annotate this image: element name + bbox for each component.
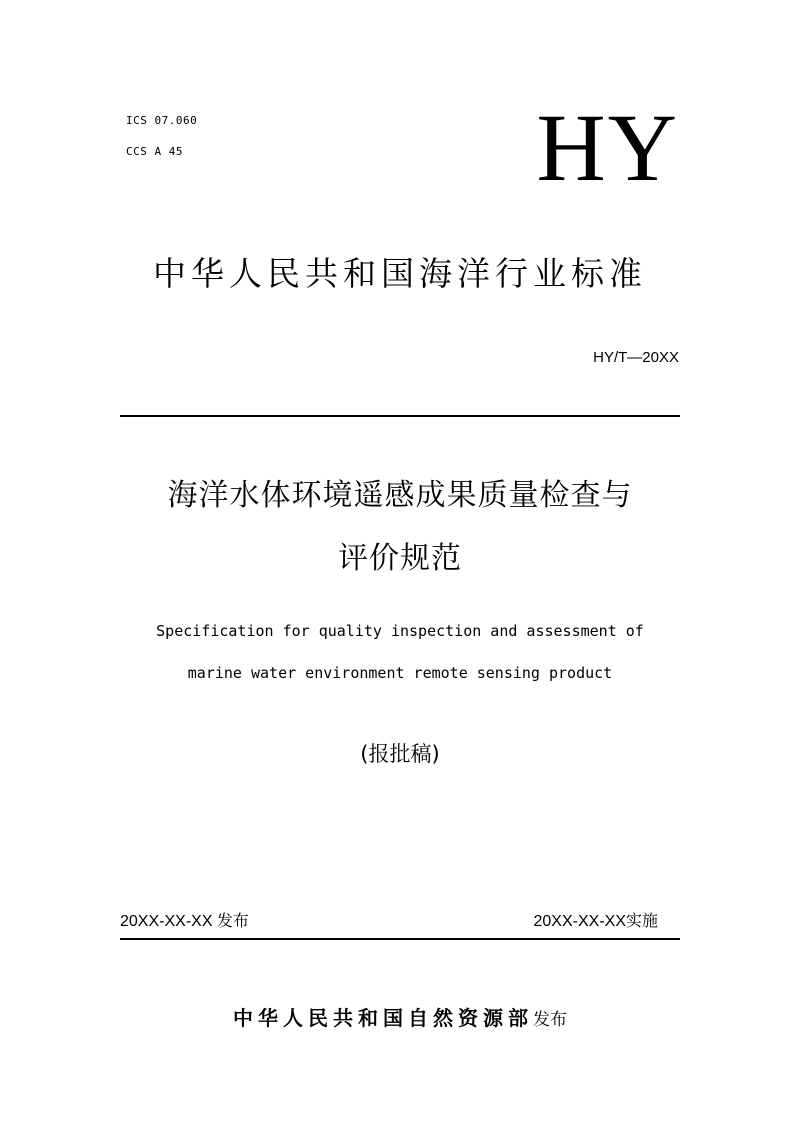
draft-status: (报批稿) (360, 742, 440, 766)
standard-category-title: 中华人民共和国海洋行业标准 (153, 254, 647, 293)
document-title-line-2: 评价规范 (338, 541, 462, 576)
publisher-suffix: 发布 (533, 1010, 567, 1030)
english-title-line-1: Specification for quality inspection and assessment of (156, 622, 644, 640)
publisher-name: 中华人民共和国自然资源部 (233, 1006, 533, 1030)
standard-logo: HY (536, 94, 679, 201)
standard-number: HY/T—20XX (593, 349, 679, 366)
english-title-line-2: marine water environment remote sensing product (187, 664, 613, 682)
document-title-line-1: 海洋水体环境遥感成果质量检查与 (167, 478, 633, 513)
bottom-divider (120, 938, 680, 940)
ccs-code: CCS A 45 (126, 145, 183, 158)
top-divider (120, 415, 680, 417)
issue-date: 20XX-XX-XX 发布 (120, 913, 249, 930)
ics-code: ICS 07.060 (126, 114, 198, 127)
publisher (0, 1002, 800, 1031)
implementation-date: 20XX-XX-XX实施 (533, 913, 658, 930)
